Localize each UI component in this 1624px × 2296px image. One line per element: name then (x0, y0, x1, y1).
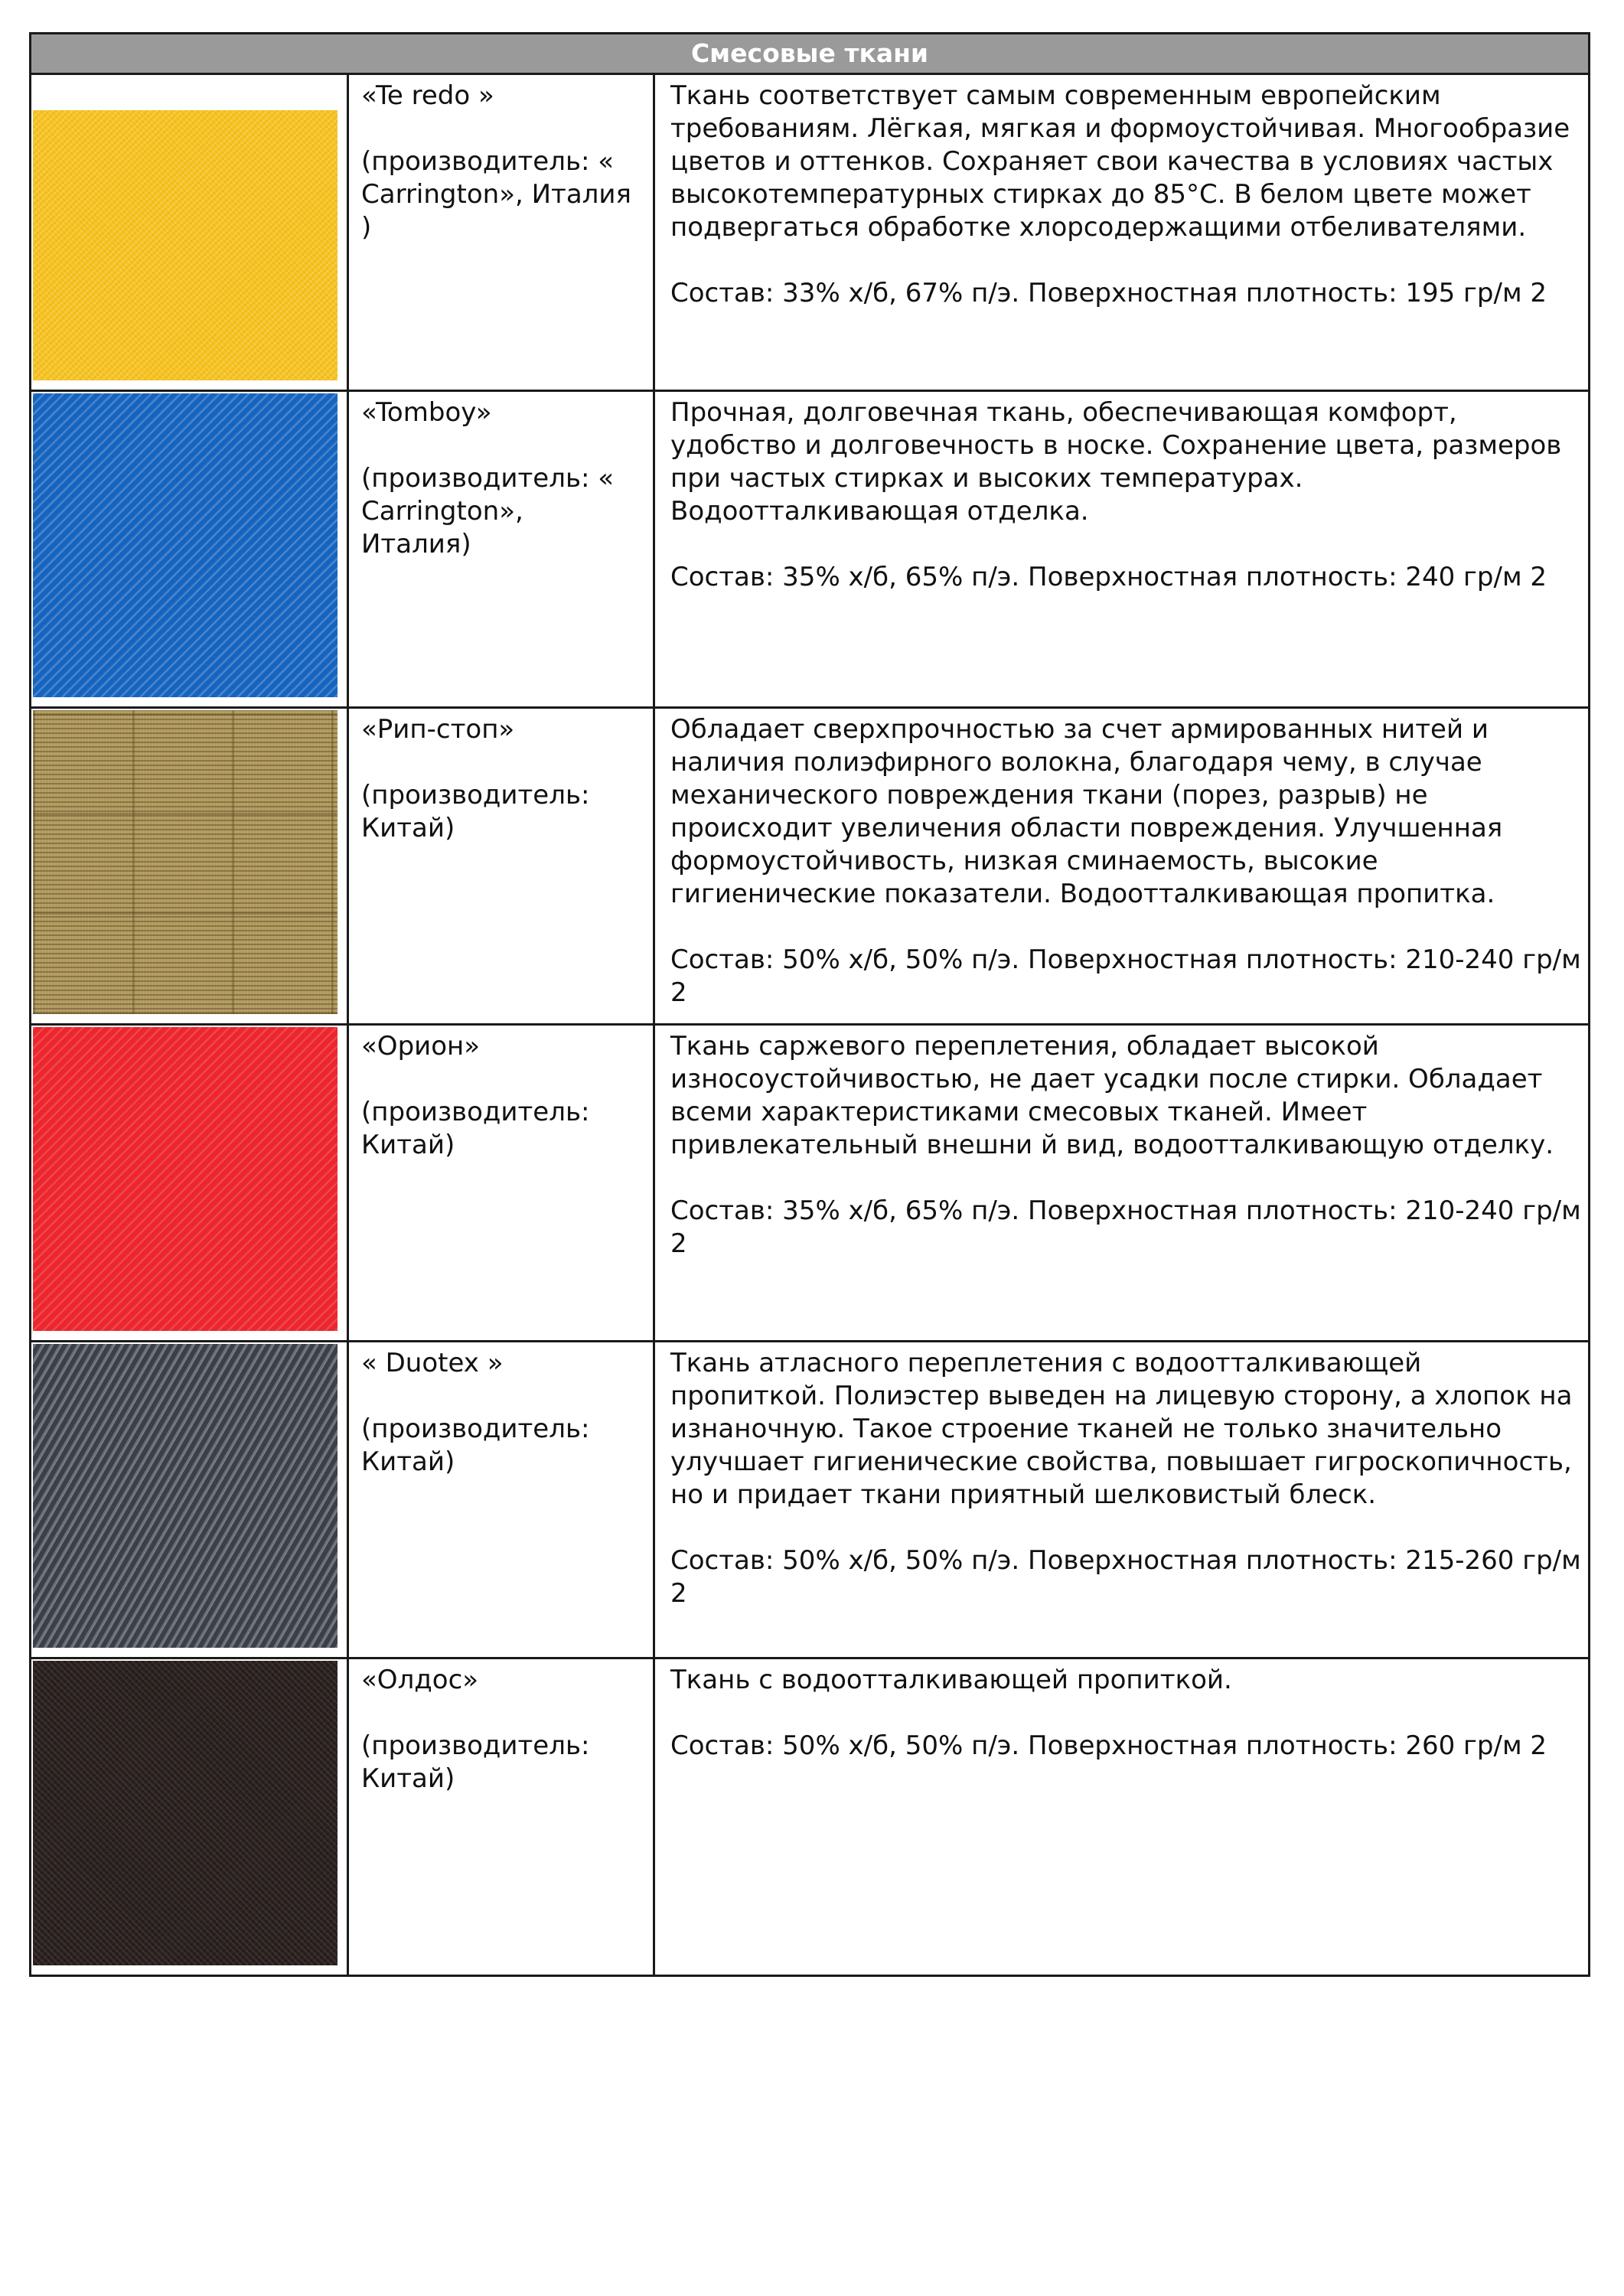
swatch-cell (31, 1026, 349, 1340)
fabric-swatch-image (33, 1027, 338, 1331)
fabric-name: «Олдос» (361, 1665, 479, 1695)
description-cell (655, 75, 1588, 390)
description-cell (655, 709, 1588, 1023)
table-row (31, 1342, 1588, 1659)
swatch-cell (31, 1659, 349, 1975)
description-cell (655, 1026, 1588, 1340)
table-row (31, 392, 1588, 709)
table-row (31, 1026, 1588, 1342)
description-cell (655, 1342, 1588, 1657)
fabric-maker: (производитель: « Carrington», Италия ) (361, 146, 631, 243)
fabric-maker: (производитель: Китай) (361, 1414, 590, 1477)
name-cell (349, 392, 655, 706)
fabric-composition: Состав: 35% х/б, 65% п/э. Поверхностная плотность: 240 гр/м 2 (670, 562, 1547, 592)
fabric-name: « Duotex » (361, 1348, 504, 1378)
name-cell (349, 1026, 655, 1340)
fabric-maker: (производитель: Китай) (361, 1730, 590, 1794)
fabric-table (29, 32, 1590, 1977)
fabric-swatch-image (33, 1661, 338, 1965)
description-cell (655, 1659, 1588, 1975)
swatch-cell (31, 75, 349, 390)
name-cell (349, 1659, 655, 1975)
fabric-swatch-image (33, 110, 338, 380)
fabric-description: Ткань саржевого переплетения, обладает высокой износоустойчивостью, не дает усадки после стирки. Обладает всеми характеристиками смесовых тканей. Имеет привлекательный внешни й вид, водоотталкивающую отделку. (670, 1031, 1554, 1160)
table-row (31, 75, 1588, 392)
description-cell (655, 392, 1588, 706)
fabric-composition: Состав: 50% х/б, 50% п/э. Поверхностная плотность: 210-240 гр/м 2 (670, 944, 1581, 1008)
fabric-maker: (производитель: Китай) (361, 780, 590, 843)
table-row (31, 1659, 1588, 1975)
swatch-cell (31, 1342, 349, 1657)
fabric-composition: Состав: 50% х/б, 50% п/э. Поверхностная плотность: 215-260 гр/м 2 (670, 1545, 1581, 1609)
fabric-name: «Рип-стоп» (361, 714, 515, 745)
fabric-composition: Состав: 35% х/б, 65% п/э. Поверхностная плотность: 210-240 гр/м 2 (670, 1195, 1581, 1259)
swatch-cell (31, 392, 349, 706)
fabric-composition: Состав: 33% х/б, 67% п/э. Поверхностная плотность: 195 гр/м 2 (670, 278, 1547, 308)
name-cell (349, 709, 655, 1023)
fabric-description: Ткань атласного переплетения с водоотталкивающей пропиткой. Полиэстер выведен на лицевую сторону, а хлопок на изнаночную. Такое строение тканей не только значительно улучшает гигиенические свойства, повышает гигроскопичность, но и придает ткани приятный шелковистый блеск. (670, 1348, 1573, 1510)
fabric-swatch-image (33, 1344, 338, 1648)
fabric-name: «Tomboy» (361, 397, 492, 428)
name-cell (349, 1342, 655, 1657)
fabric-description: Ткань соответствует самым современным европейским требованиям. Лёгкая, мягкая и формоустойчивая. Многообразие цветов и оттенков. Сохраняет свои качества в условиях частых высокотемпературных стирках до 85°С. В белом цвете может подвергаться обработке хлорсодержащими отбеливателями. (670, 80, 1570, 243)
swatch-cell (31, 709, 349, 1023)
fabric-swatch-image (33, 393, 338, 697)
fabric-maker: (производитель: « Carrington», Италия) (361, 463, 615, 559)
fabric-name: «Орион» (361, 1031, 481, 1062)
table-title: Смесовые ткани (31, 34, 1588, 75)
table-row (31, 709, 1588, 1026)
fabric-maker: (производитель: Китай) (361, 1097, 590, 1160)
fabric-description: Ткань с водоотталкивающей пропиткой. (670, 1665, 1232, 1695)
fabric-composition: Состав: 50% х/б, 50% п/э. Поверхностная плотность: 260 гр/м 2 (670, 1730, 1547, 1761)
name-cell (349, 75, 655, 390)
fabric-description: Прочная, долговечная ткань, обеспечивающая комфорт, удобство и долговечность в носке. Сохранение цвета, размеров при частых стирках и высоких температурах. Водоотталкивающая отделка. (670, 397, 1562, 527)
fabric-swatch-image (33, 710, 338, 1014)
fabric-name: «Te redo » (361, 80, 494, 111)
fabric-description: Обладает сверхпрочностью за счет армированных нитей и наличия полиэфирного волокна, благодаря чему, в случае механического повреждения ткани (порез, разрыв) не происходит увеличения области повреждения. Улучшенная формоустойчивость, низкая сминаемость, высокие гигиенические показатели. Водоотталкивающая пропитка. (670, 714, 1503, 909)
